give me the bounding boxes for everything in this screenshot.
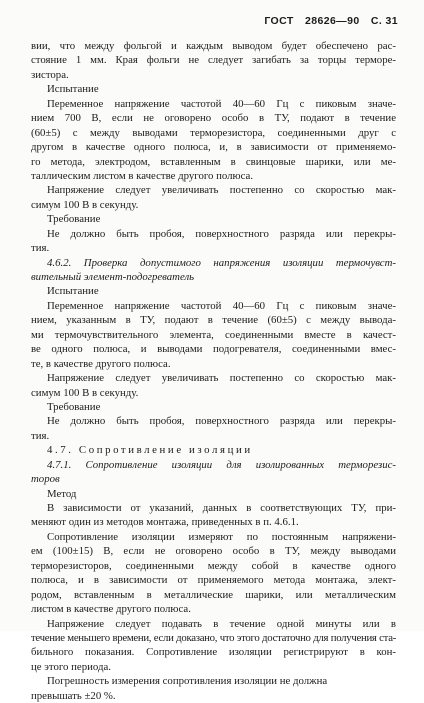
text-line: Напряжение следует подавать в течение одной минуты или в: [47, 617, 396, 630]
text-line: Не должно быть пробоя, поверхностного разряда или перекры-: [47, 415, 396, 428]
section-heading: 4.7. Сопротивление изоляции: [47, 444, 253, 457]
text-line: другом в качестве одного полюса, и, в зависимости от применяемо-: [31, 141, 396, 154]
clause-heading: торов: [31, 473, 60, 486]
text-line: превышать ±20 %.: [31, 689, 116, 702]
standard-number: 28626—90: [304, 15, 360, 27]
text-line: ем (100±15) В, если не оговорено особо в ТУ, между выводами: [31, 545, 396, 558]
text-line: го метода, электродом, вставленным в свинцовые шарики, или ме-: [31, 155, 396, 168]
text-line: те, в качестве другого полюса.: [31, 357, 171, 370]
text-line: Напряжение следует увеличивать постепенно со скоростью мак-: [47, 372, 396, 385]
section-subheading: Испытание: [47, 285, 99, 298]
text-line: симум 100 В в секунду.: [31, 198, 139, 211]
text-line: Погрешность измерения сопротивления изоляции не должна: [47, 675, 328, 688]
section-subheading: Требование: [47, 400, 101, 413]
section-subheading: Испытание: [47, 83, 99, 96]
clause-heading: вительный элемент-подогреватель: [31, 271, 195, 283]
text-line: Напряжение следует увеличивать постепенно со скоростью мак-: [47, 184, 396, 197]
text-line: терморезисторов, соединенными между собой в качестве одного: [31, 559, 396, 572]
text-line: Переменное напряжение частотой 40—60 Гц с пиковым значе-: [47, 299, 396, 312]
text-line: бильного показания. Сопротивление изоляции регистрируют в кон-: [31, 646, 396, 659]
text-line: течение меньшего времени, если доказано, что этого достаточно для получения ста-: [31, 631, 396, 644]
text-line: ми термочувствительного элемента, соединенными вместе в качест-: [31, 328, 396, 341]
text-line: зистора.: [31, 68, 69, 81]
standard-label: ГОСТ: [264, 15, 294, 27]
text-line: ве одного полюса, и выводами подогревателя, соединенными вмес-: [31, 343, 396, 356]
text-line: листом в качестве другого полюса.: [31, 603, 191, 616]
text-line: симум 100 В в секунду.: [31, 386, 139, 399]
text-line: полюса, и в зависимости от применяемого метода монтажа, элект-: [31, 574, 396, 587]
text-line: В зависимости от указаний, данных в соответствующих ТУ, при-: [47, 502, 396, 514]
text-line: (60±5) с между выводами терморезистора, соединенными друг с: [31, 126, 396, 139]
page-number: С. 31: [370, 15, 398, 27]
text-line: меняют один из методов монтажа, приведенных в п. 4.6.1.: [31, 516, 299, 529]
text-line: Переменное напряжение частотой 40—60 Гц с пиковым значе-: [47, 97, 396, 110]
section-subheading: Метод: [47, 487, 77, 500]
section-subheading: Требование: [47, 213, 101, 226]
text-line: родом, вставленным в металлические шарики, или металлическим: [31, 588, 396, 601]
clause-heading: 4.6.2. Проверка допустимого напряжения изоляции термочувст-: [47, 256, 396, 269]
text-line: Сопротивление изоляции измеряют по постоянным напряжени-: [47, 530, 396, 543]
text-line: таллическим листом в качестве другого полюса.: [31, 169, 254, 182]
text-line: нием, указанным в ТУ, подают в течение (60±5) с между вывода-: [31, 314, 396, 327]
text-line: Не должно быть пробоя, поверхностного разряда или перекры-: [47, 227, 396, 240]
clause-heading: 4.7.1. Сопротивление изоляции для изолированных терморезис-: [47, 458, 396, 471]
text-line: нием 700 В, если не оговорено особо в ТУ, подают в течение: [31, 112, 396, 125]
page-header: [264, 15, 398, 27]
text-line: тия.: [31, 429, 50, 442]
text-line: стояние 1 мм. Края фольги не следует загибать за торцы терморе-: [31, 54, 396, 67]
text-line: вии, что между фольгой и каждым выводом будет обеспечено рас-: [31, 40, 396, 52]
text-line: це этого периода.: [31, 660, 111, 673]
document-body: [31, 39, 396, 703]
text-line: тия.: [31, 242, 50, 255]
